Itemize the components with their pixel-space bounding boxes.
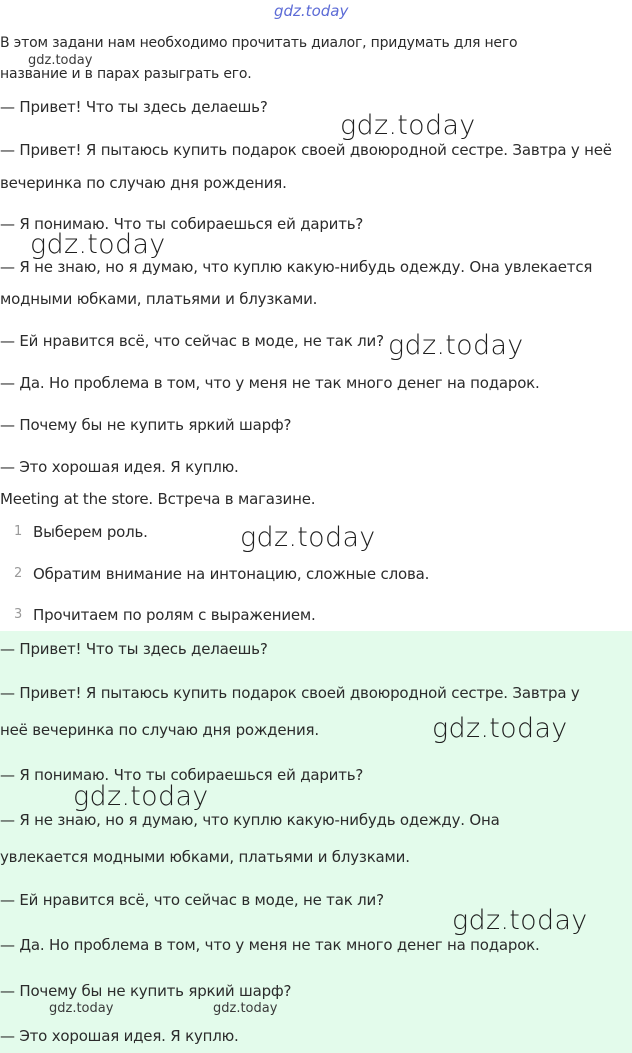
intro-line-1: В этом задани нам необходимо прочитать диалог, придумать для него (0, 35, 518, 51)
watermark: gdz.today (73, 781, 209, 812)
answer-line: — Привет! Что ты здесь делаешь? (0, 640, 268, 658)
watermark-small: gdz.today (28, 53, 93, 68)
dialogue-line: — Да. Но проблема в том, что у меня не так много денег на подарок. (0, 374, 540, 392)
section-title: Meeting at the store. Встреча в магазине. (0, 490, 316, 508)
answer-line: — Почему бы не купить яркий шарф? (0, 982, 292, 1000)
intro-line-2: название и в парах разыграть его. (0, 66, 252, 82)
answer-line: — Я понимаю. Что ты собираешься ей дарить? (0, 766, 364, 784)
watermark-small: gdz.today (213, 1001, 278, 1016)
dialogue-line: — Это хорошая идея. Я куплю. (0, 458, 239, 476)
dialogue-line: — Я понимаю. Что ты собираешься ей дарить? (0, 215, 364, 233)
step-text: Выберем роль. (33, 523, 148, 541)
watermark: gdz.today (452, 905, 588, 936)
answer-line: — Ей нравится всё, что сейчас в моде, не так ли? (0, 891, 384, 909)
step-number: 3 (14, 607, 23, 622)
dialogue-line: — Ей нравится всё, что сейчас в моде, не так ли? (0, 332, 384, 350)
answer-line: — Это хорошая идея. Я куплю. (0, 1027, 239, 1045)
watermark: gdz.today (240, 522, 376, 553)
watermark: gdz.today (30, 229, 166, 260)
answer-line: — Да. Но проблема в том, что у меня не так много денег на подарок. (0, 936, 540, 954)
dialogue-line: — Почему бы не купить яркий шарф? (0, 416, 292, 434)
dialogue-line: — Привет! Что ты здесь делаешь? (0, 98, 268, 116)
dialogue-line: — Привет! Я пытаюсь купить подарок своей двоюродной сестре. Завтра у неё (0, 141, 612, 159)
step-number: 2 (14, 566, 23, 581)
step-number: 1 (14, 524, 23, 539)
answer-line: — Привет! Я пытаюсь купить подарок своей двоюродной сестре. Завтра у (0, 684, 580, 702)
answer-line: неё вечеринка по случаю дня рождения. (0, 721, 319, 739)
dialogue-line: модными юбками, платьями и блузками. (0, 290, 318, 308)
dialogue-line: — Я не знаю, но я думаю, что куплю какую-нибудь одежду. Она увлекается (0, 258, 593, 276)
dialogue-line: вечеринка по случаю дня рождения. (0, 174, 287, 192)
answer-line: — Я не знаю, но я думаю, что куплю какую-нибудь одежду. Она (0, 811, 500, 829)
step-text: Обратим внимание на интонацию, сложные слова. (33, 565, 430, 583)
answer-line: увлекается модными юбками, платьями и блузками. (0, 848, 410, 866)
header-watermark: gdz.today (274, 2, 349, 20)
watermark: gdz.today (388, 330, 524, 361)
step-text: Прочитаем по ролям с выражением. (33, 606, 316, 624)
watermark-small: gdz.today (49, 1001, 114, 1016)
watermark: gdz.today (432, 713, 568, 744)
watermark: gdz.today (340, 110, 476, 141)
